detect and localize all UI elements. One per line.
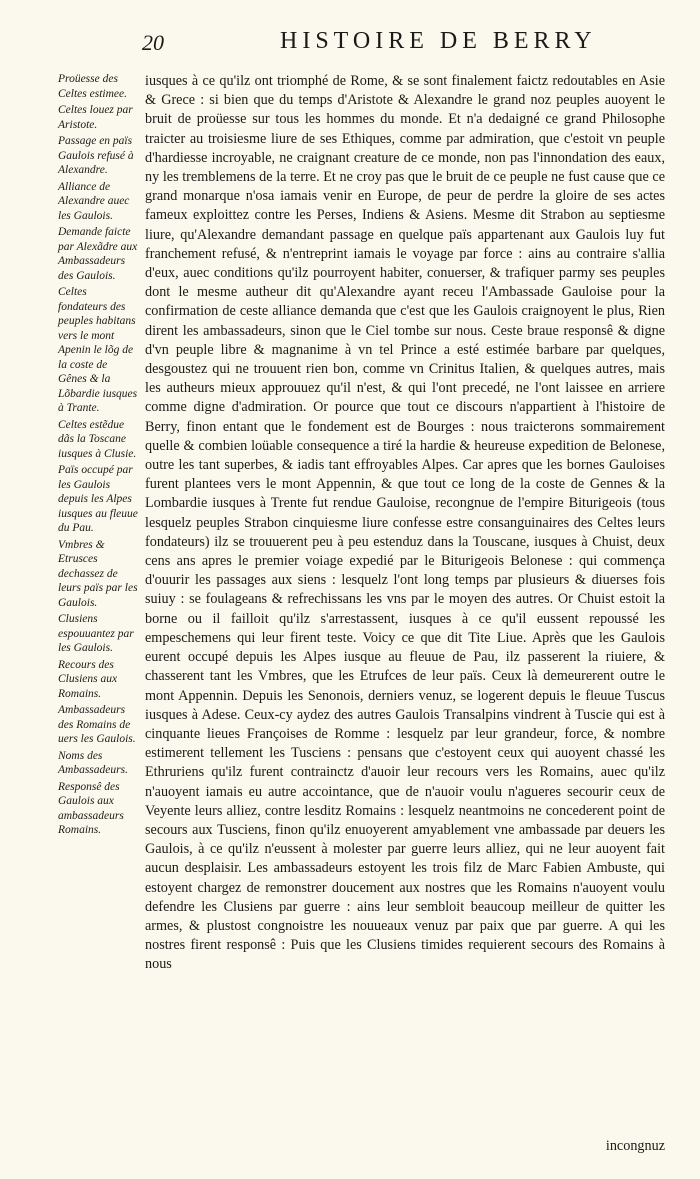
running-title: HISTOIRE DE BERRY (280, 28, 597, 54)
margin-note: Proüesse des Celtes estimee. (58, 73, 127, 100)
margin-note: Clusiens espouuantez par les Gaulois. (58, 613, 134, 654)
margin-note: Vmbres & Etrusces dechassez de leurs païs par les Gaulois. (58, 538, 138, 609)
margin-note: Demande faicte par Alexãdre aux Ambassadeurs des Gaulois. (58, 226, 138, 282)
margin-notes (58, 72, 138, 840)
margin-note: Celtes fondateurs des peuples habitans vers le mont Apenin le lõg de la coste de Gênes & la Lõbardie iusques à Trante. (58, 286, 138, 414)
margin-note: Ambassadeurs des Romains de uers les Gaulois. (58, 704, 136, 745)
margin-note: Passage en païs Gaulois refusé à Alexandre. (58, 135, 134, 176)
margin-note: Païs occupé par les Gaulois depuis les Alpes iusques au fleuue du Pau. (58, 464, 138, 534)
margin-note: Celtes louez par Aristote. (58, 104, 133, 131)
margin-note: Celtes estẽdue dãs la Toscane iusques à Clusie. (58, 418, 137, 460)
main-text-column: iusques à ce qu'ilz ont triomphé de Rome, & se sont finalement faictz redoutables en Asie & Grece : si bien que du temps d'Aristote & Alexandre le grand noz peuples auoyent le bruit de proüesse sur tous les hommes du monde. Et n'a dedaigné ce grand Philosophe traicter au troisiesme liure de ses Ethiques, comme par admiration, que c'estoit vn peuple d'hardiesse incroyable, ne craignant creature de ce monde, non pas l'innondation des eaux, ny les tremblemens de la terre. Et ne croy pas que le bruit de ce peuple ne fust cause que ce grand monarque n'osa iamais venir en Europe, de peur de perdre la gloire de ses actes fameux exploittez contre les Perses, Indiens & Asiens. Mesme dit Strabon au septiesme liure, qu'Alexandre demandant passage en quelque païs appartenant aux Gaulois luy fut franchement refusé, & n'entreprint iamais le voyage par force : ains au contraire s'allia d'eux, auec conditions qu'ilz pourroyent habiter, conuerser, & trafiquer parmy ses peuples dont le mesme autheur dit qu'Alexandre ayant receu l'Ambassade Gauloise pour la confirmation de ceste alliance demanda que c'est que les Gaulois craignoyent le plus, Rien dirent les ambassadeurs, sinon que le Ciel tombe sur nous. Ceste braue responsê & digne d'vn peuple libre & magnanime à vn tel Prince a esté estimée barbare par quelques, desgoustez qui ne trouuent rien bon, comme vn Crinitus Italien, & quelques autres, mais les autheurs mieux approuuez qu'il n'est, & qui l'ont precedé, ne l'ont laissee en arriere comme digne d'admiration. Or pource que tout ce discours n'appartient à l'histoire de Berry, finon entant que le fondement est de Bourges : nous traicterons sommairement quelle & combien loüable consequence a tiré la hardie & heureuse expedition de Belonese, outre les tant superbes, & iadis tant effroyables Alpes. Car apres que les bornes Gauloises furent plantees vers le mont Appennin, & que tout ce long de la coste de Gennes & la Lombardie iusques à Trente fut rendue Gauloise, recongnue de l'empire Biturigeois (tous lesquelz peuples Strabon cinquiesme liure confesse estre consanguinaires des Celtes leurs fondateurs) ilz se trouuerent peu à peu estenduz dans la Touscane, iusques à Chuist, deux cens ans apres le premier voiage expedié par le Biturigeois Belonese : qui commença d'ouurir les passages aux siens : lesquelz l'ont long temps par plusieurs & diuerses fois suiuy : se foulageans & refrechissans les vns par le moyen des autres. Or Chuist estoit la borne ou il failloit qu'ilz s'arrestassent, iusques à ce qu'il eussent repoussé les empeschemens qui leur firent teste. Voicy ce que dit Tite Liue. Après que les Gaulois eurent occupé depuis les Alpes iusque au fleuue de Pau, ilz passerent la riuiere, & chasserent tant les Vmbres, que les Etrufces de leur païs. Ceux là demeurerent outre le mont Appennin. Depuis les Senonois, derniers venuz, se logerent depuis le fleuue Tuscus iusques à Adese. Ceux-cy aydez des autres Gaulois Transalpins vindrent à Tuscie qui est à cinquante lieues Françoises de Romme : lesquelz par leur grandeur, force, & nombre estimerent tellement les Tusciens : pensans que c'estoyent ceux qui auoyent chassé les Ethruriens qu'ilz furent contrainctz d'auoir leur recours vers les Romains, auec qu'ilz n'auoyent iamais eu autre accointance, que de n'auoir voulu n'agueres secourir ceux de Veyente leurs alliez, contre lesditz Romains : lesquelz neantmoins ne concederent point de secours aux Tusciens, finon qu'ilz enuoyerent amyablement vne ambassade par deuers les Gaulois, à ce qu'ilz n'eussent à molester par guerre leurs alliez, qui ne leur auoyent fait aucun desplaisir. Les ambassadeurs estoyent les trois filz de Marc Fabien Ambuste, qui estoyent chargez de remonstrer doucement aux nostres que les Romains n'auoyent voulu defendre les Clusiens par guerre : ains leur sembloit beaucoup meilleur de quitter les armes, & plustost congnoistre les nouueaux venuz par paix que par guerre. A qui les nostres firent responsê : Puis que les Clusiens timides requierent secours des Romains à nous (145, 73, 665, 973)
page-number: 20 (142, 30, 164, 55)
catchword: incongnuz (605, 1138, 665, 1154)
margin-note: Noms des Ambassadeurs. (58, 749, 128, 776)
margin-note: Recours des Clusiens aux Romains. (58, 658, 118, 700)
margin-note: Responsê des Gaulois aux ambassadeurs Romains. (58, 780, 124, 836)
margin-note: Alliance de Alexandre auec les Gaulois. (58, 180, 130, 222)
